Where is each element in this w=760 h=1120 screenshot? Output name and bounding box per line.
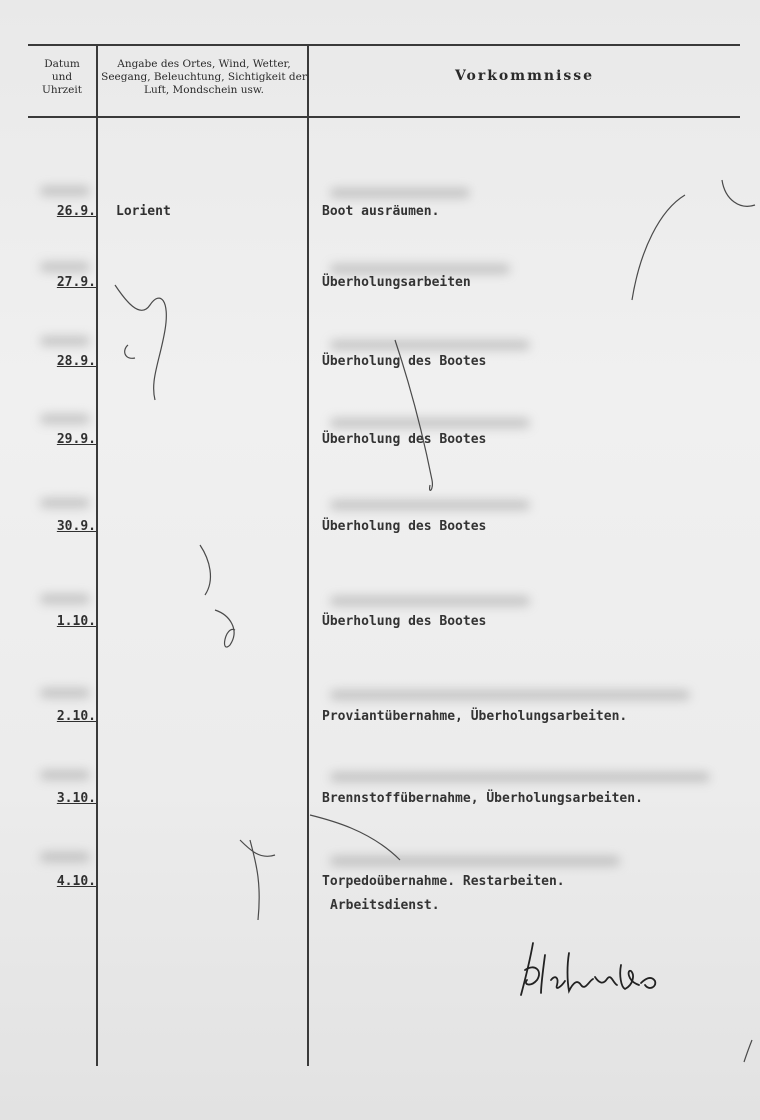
smudge (40, 770, 90, 780)
place-entry: Lorient (116, 204, 171, 219)
smudge (330, 772, 710, 782)
header-date-time-text: Datum und Uhrzeit (42, 58, 82, 96)
smudge (40, 186, 90, 196)
smudge (40, 688, 90, 698)
smudge (40, 414, 90, 424)
entry-date: 3.10. (56, 791, 96, 806)
entry-event: Überholungsarbeiten (322, 275, 471, 290)
column-divider-2 (307, 46, 309, 1066)
smudge (40, 262, 90, 272)
entry-date: 4.10. (56, 874, 96, 889)
header-location-weather (100, 58, 308, 97)
header-events-text: Vorkommnisse (454, 68, 595, 84)
entry-date: 28.9. (56, 354, 96, 369)
header-location-weather-text: Angabe des Ortes, Wind, Wetter, Seegang, Beleuchtung, Sichtigkeit der Luft, Mondschein usw. (101, 58, 307, 96)
header-date-time (30, 58, 94, 97)
entry-event: Boot ausräumen. (322, 204, 440, 219)
table-top-rule (28, 44, 740, 46)
smudge (40, 336, 90, 346)
smudge (330, 690, 690, 700)
column-divider-1 (96, 46, 98, 1066)
header-bottom-rule (28, 116, 740, 118)
entry-event-continuation: Arbeitsdienst. (330, 898, 440, 913)
entry-event: Überholung des Bootes (322, 432, 487, 447)
smudge (330, 340, 530, 350)
entry-date: 1.10. (56, 614, 96, 629)
smudge (330, 264, 510, 274)
entry-date: 30.9. (56, 519, 96, 534)
entry-date: 26.9. (56, 204, 96, 219)
entry-event: Torpedoübernahme. Restarbeiten. (322, 874, 565, 889)
entry-event: Proviantübernahme, Überholungsarbeiten. (322, 709, 628, 724)
smudge (330, 500, 530, 510)
entry-date: 2.10. (56, 709, 96, 724)
smudge (330, 856, 620, 866)
entry-event: Überholung des Bootes (322, 614, 487, 629)
smudge (330, 188, 470, 198)
signature (515, 935, 665, 1005)
entry-date: 27.9. (56, 275, 96, 290)
entry-date: 29.9. (56, 432, 96, 447)
smudge (40, 852, 90, 862)
entry-event: Überholung des Bootes (322, 519, 487, 534)
entry-event: Brennstoffübernahme, Überholungsarbeiten. (322, 791, 643, 806)
smudge (40, 498, 90, 508)
smudge (40, 594, 90, 604)
smudge (330, 596, 530, 606)
header-events (312, 70, 737, 83)
smudge (330, 418, 530, 428)
entry-event: Überholung des Bootes (322, 354, 487, 369)
